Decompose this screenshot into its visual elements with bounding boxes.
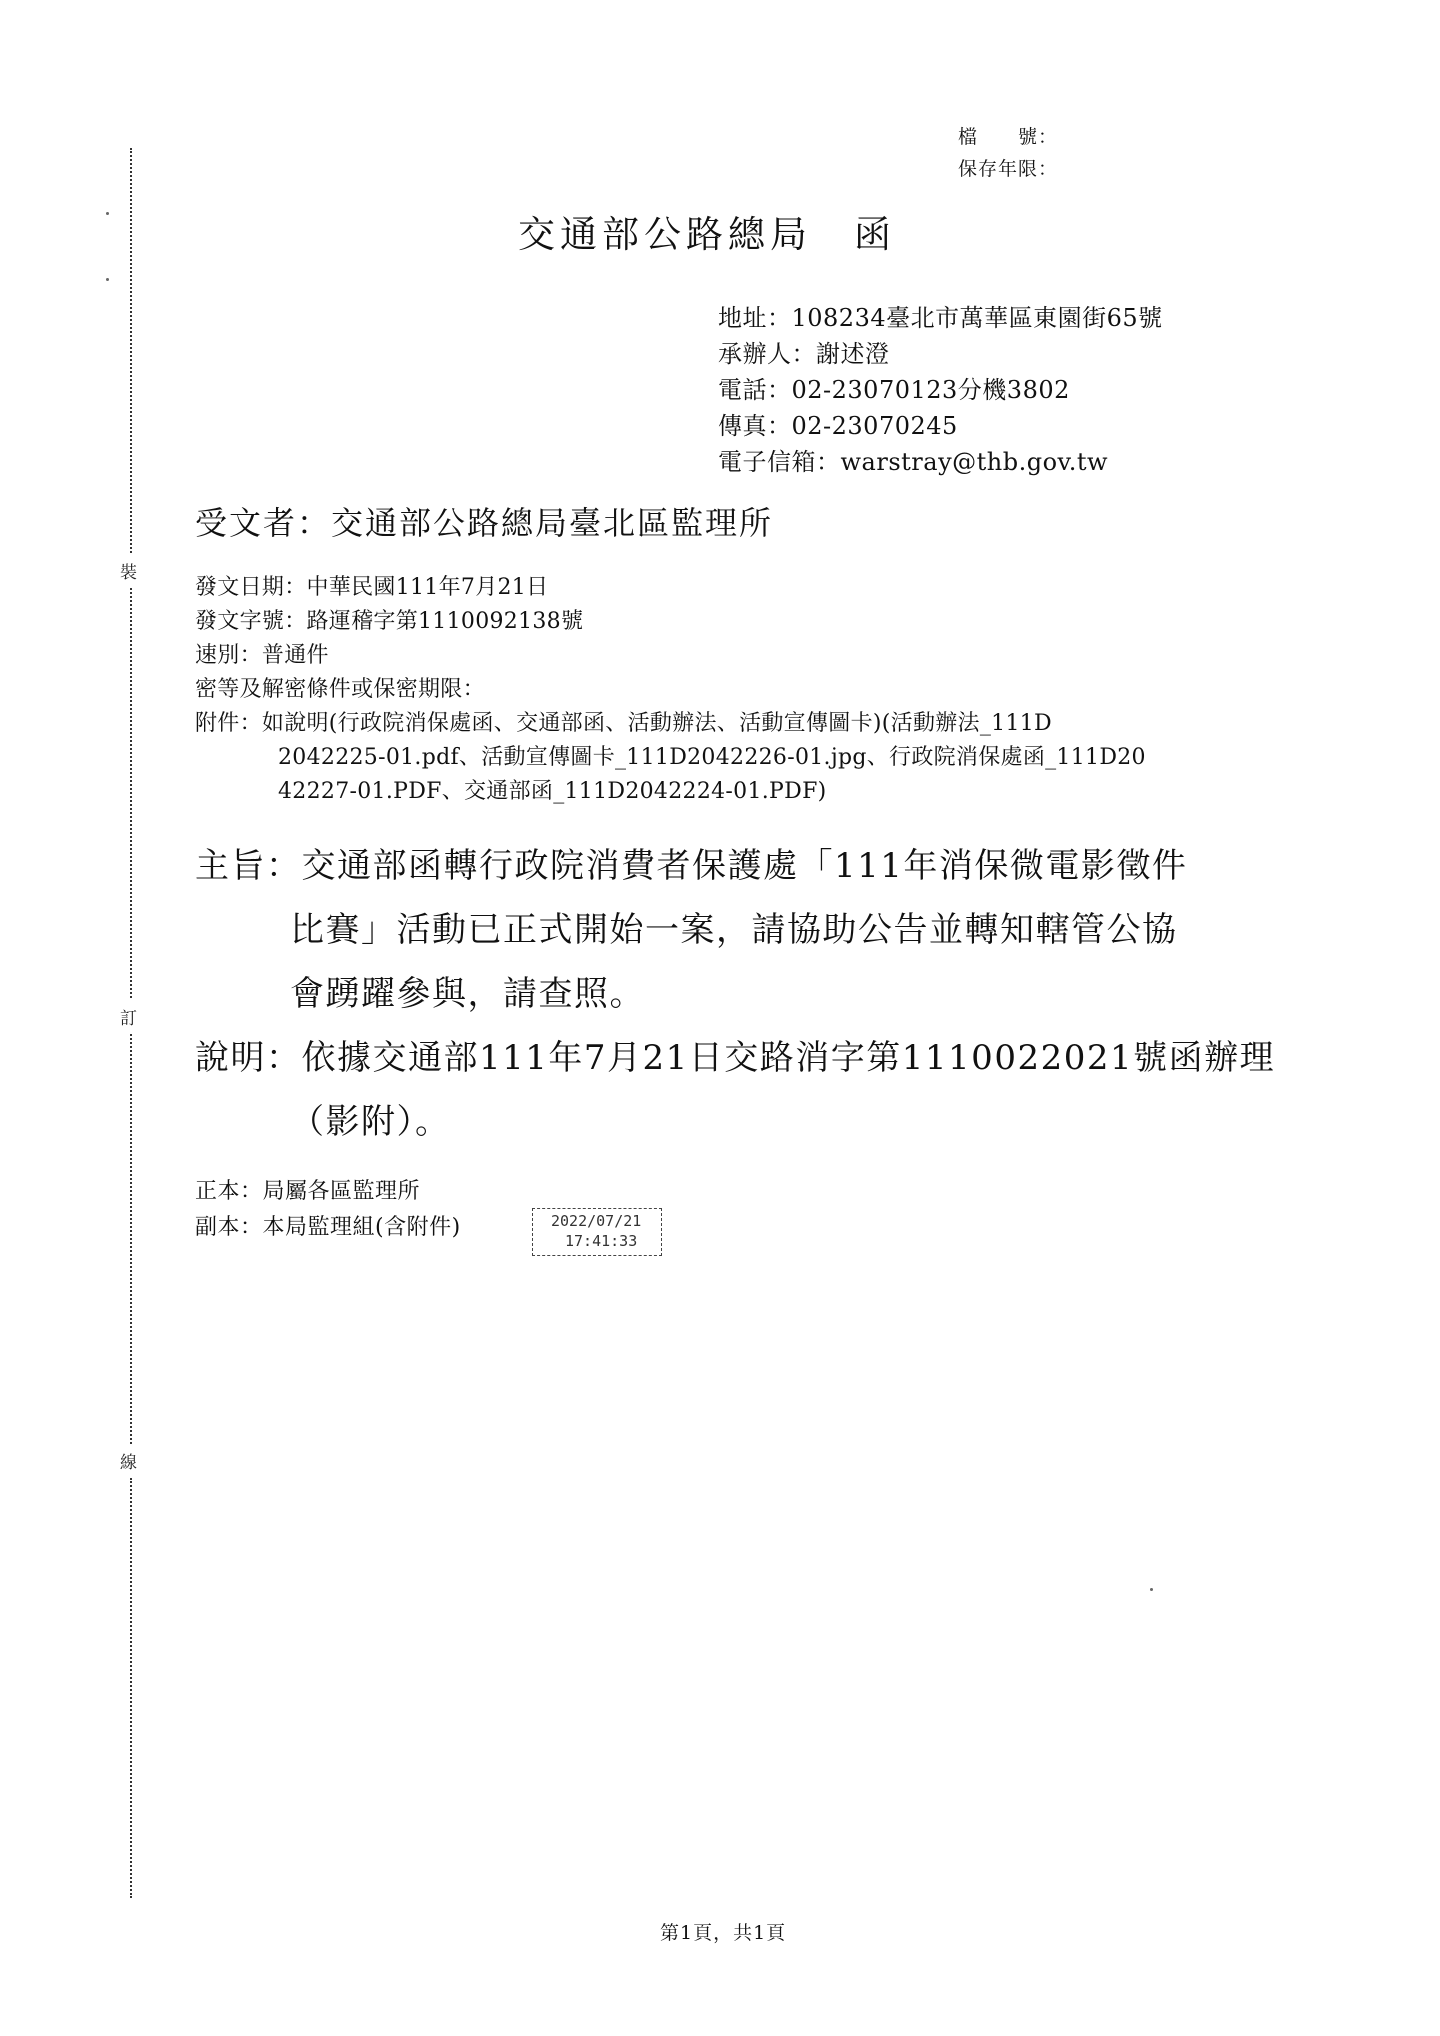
explanation-line-1: 說明：依據交通部111年7月21日交路消字第1110022021號函辦理 [195,1038,1276,1078]
document-number: 發文字號：路運稽字第1110092138號 [195,609,584,634]
contact-handler: 承辦人：謝述澄 [718,340,890,368]
page-number: 第1頁，共1頁 [660,1922,787,1944]
contact-phone: 電話：02-23070123分機3802 [718,376,1070,404]
binding-label-bind: 裝 [120,563,137,583]
binding-dotted-line-middle-2 [130,1034,132,1444]
security-classification: 密等及解密條件或保密期限： [195,677,485,702]
document-title: 交通部公路總局 函 [518,213,896,256]
attachments-line-1: 附件：如說明(行政院消保處函、交通部函、活動辦法、活動宣傳圖卡)(活動辦法_111D [195,711,1052,736]
scan-speck [106,212,109,215]
stamp-date: 2022/07/21 [551,1212,642,1230]
explanation-line-2: （影附）。 [290,1102,451,1142]
subject-line-3: 會踴躍參與，請查照。 [290,974,645,1014]
binding-dotted-line-middle-1 [130,588,132,998]
original-recipients: 正本：局屬各區監理所 [195,1179,421,1204]
scan-speck [106,278,109,281]
retention-period-label: 保存年限： [958,158,1059,180]
binding-label-staple: 訂 [120,1009,137,1029]
contact-address: 地址：108234臺北市萬華區東園街65號 [718,304,1163,332]
copy-recipients: 副本：本局監理組(含附件) [195,1215,461,1240]
binding-dotted-line-top [130,148,132,553]
contact-email: 電子信箱：warstray@thb.gov.tw [718,448,1109,476]
binding-dotted-line-bottom [130,1478,132,1898]
contact-fax: 傳真：02-23070245 [718,412,958,440]
attachments-line-2: 2042225-01.pdf、活動宣傳圖卡_111D2042226-01.jpg、行政院消保處函_111D20 [278,745,1146,770]
scan-speck [1150,1588,1153,1591]
delivery-speed: 速別：普通件 [195,643,329,668]
subject-line-2: 比賽」活動已正式開始一案，請協助公告並轉知轄管公協 [290,910,1178,950]
binding-label-line: 線 [120,1453,137,1473]
subject-line-1: 主旨：交通部函轉行政院消費者保護處「111年消保微電影徵件 [195,846,1188,886]
file-number-label: 檔 號： [958,126,1059,148]
attachments-line-3: 42227-01.PDF、交通部函_111D2042224-01.PDF) [278,779,827,804]
receipt-timestamp-stamp [532,1208,662,1256]
stamp-time: 17:41:33 [565,1232,638,1250]
issue-date: 發文日期：中華民國111年7月21日 [195,575,549,600]
recipient-line: 受文者：交通部公路總局臺北區監理所 [195,504,774,542]
